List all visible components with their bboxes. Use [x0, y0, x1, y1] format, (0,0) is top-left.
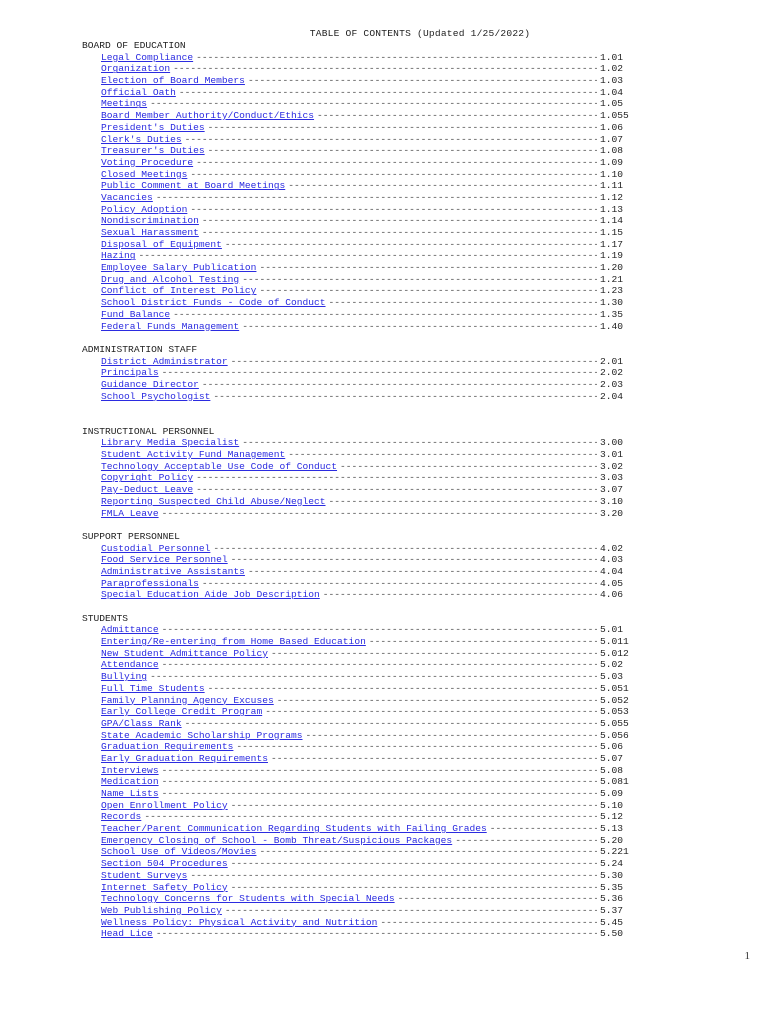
policy-number: 5.052 [600, 694, 629, 706]
policy-number: 1.05 [600, 98, 624, 110]
toc-entry-link[interactable]: Library Media Specialist [101, 437, 240, 449]
dot-leader [329, 496, 597, 508]
toc-entry-link[interactable]: New Student Admittance Policy [101, 647, 268, 659]
toc-entry-link[interactable]: Vacancies [101, 191, 153, 203]
policy-number: 1.07 [600, 133, 624, 145]
toc-entry-link[interactable]: School Psychologist [101, 390, 211, 402]
dot-leader [196, 472, 597, 484]
toc-entry [82, 508, 642, 520]
toc-entry [82, 285, 642, 297]
toc-entry [82, 695, 642, 707]
page-number: 1 [744, 950, 750, 962]
toc-entry [82, 765, 642, 777]
policy-number: 5.50 [600, 928, 624, 940]
policy-number: 1.21 [600, 273, 624, 285]
policy-number: 4.06 [600, 589, 624, 601]
policy-number: 3.01 [600, 449, 624, 461]
toc-entry [82, 250, 642, 262]
dot-leader [231, 800, 597, 812]
toc-entry-link[interactable]: Section 504 Procedures [101, 858, 228, 870]
policy-number: 5.051 [600, 682, 629, 694]
policy-number: 5.08 [600, 764, 624, 776]
policy-number: 5.01 [600, 624, 624, 636]
toc-entry-link[interactable]: Pay-Deduct Leave [101, 484, 194, 496]
toc-entry [82, 554, 642, 566]
dot-leader [144, 811, 597, 823]
dot-leader [156, 192, 597, 204]
toc-entry [82, 893, 642, 905]
policy-number: 1.20 [600, 262, 624, 274]
toc-entry [82, 169, 642, 181]
toc-entry [82, 928, 642, 940]
policy-number: 4.03 [600, 554, 624, 566]
toc-entry-link[interactable]: School District Funds - Code of Conduct [101, 297, 326, 309]
toc-entry [82, 110, 642, 122]
toc-entry-link[interactable]: Special Education Aide Job Description [101, 589, 320, 601]
policy-number: 4.02 [600, 542, 624, 554]
toc-entry-link[interactable]: Early Graduation Requirements [101, 752, 268, 764]
policy-number: 5.36 [600, 893, 624, 905]
dot-leader [329, 297, 597, 309]
policy-number: 5.12 [600, 811, 624, 823]
policy-number: 5.13 [600, 823, 624, 835]
dot-leader [196, 52, 597, 64]
toc-entry-link[interactable]: Teacher/Parent Communication Regarding Students with Failing Grades [101, 823, 487, 835]
toc-entry [82, 52, 642, 64]
toc-entry [82, 706, 642, 718]
toc-entry-link[interactable]: Clerk's Duties [101, 133, 182, 145]
dot-leader [202, 379, 597, 391]
dot-leader [398, 893, 597, 905]
dot-leader [259, 262, 597, 274]
toc-entry-link[interactable]: Head Lice [101, 928, 153, 940]
dot-leader [242, 274, 597, 286]
dot-leader [231, 858, 597, 870]
toc-entry [82, 858, 642, 870]
policy-number: 2.01 [600, 355, 624, 367]
dot-leader [202, 227, 597, 239]
dot-leader [288, 180, 597, 192]
policy-number: 3.02 [600, 460, 624, 472]
policy-number: 1.23 [600, 285, 624, 297]
policy-number: 3.10 [600, 495, 624, 507]
toc-entry-link[interactable]: Public Comment at Board Meetings [101, 180, 286, 192]
policy-number: 1.03 [600, 75, 624, 87]
toc-entry [82, 87, 642, 99]
policy-number: 1.06 [600, 121, 624, 133]
toc-entry-link[interactable]: Official Oath [101, 86, 176, 98]
toc-entry [82, 659, 642, 671]
toc-section [82, 613, 642, 940]
toc-entry [82, 274, 642, 286]
toc-entry-link[interactable]: Emergency Closing of School - Bomb Threat/Suspicious Packages [101, 834, 453, 846]
dot-leader [306, 730, 597, 742]
toc-entry [82, 122, 642, 134]
policy-number: 5.03 [600, 671, 624, 683]
toc-entry-link[interactable]: Custodial Personnel [101, 542, 211, 554]
policy-number: 1.04 [600, 86, 624, 98]
toc-entry-link[interactable]: Family Planning Agency Excuses [101, 694, 274, 706]
dot-leader [173, 309, 597, 321]
policy-number: 5.10 [600, 799, 624, 811]
toc-entry-link[interactable]: Employee Salary Publication [101, 262, 257, 274]
toc-entry-link[interactable]: Technology Concerns for Students with Special Needs [101, 893, 395, 905]
dot-leader [271, 753, 597, 765]
dot-leader [150, 98, 597, 110]
toc-entry [82, 367, 642, 379]
toc-entry [82, 321, 642, 333]
section-heading: SUPPORT PERSONNEL [82, 530, 180, 542]
dot-leader [202, 215, 597, 227]
dot-leader [208, 145, 597, 157]
policy-number: 5.081 [600, 776, 629, 788]
toc-entry [82, 753, 642, 765]
section-heading: BOARD OF EDUCATION [82, 40, 186, 51]
toc-entry [82, 449, 642, 461]
toc-entry [82, 636, 642, 648]
toc-entry-link[interactable]: Legal Compliance [101, 51, 194, 63]
dot-leader [190, 870, 597, 882]
toc-entry-link[interactable]: Medication [101, 776, 159, 788]
section-spacer [82, 601, 642, 613]
toc-entry-link[interactable]: Student Surveys [101, 869, 188, 881]
toc-entry [82, 823, 642, 835]
toc-entry [82, 730, 642, 742]
toc-entry [82, 356, 642, 368]
toc-entry [82, 788, 642, 800]
toc-entry-link[interactable]: District Administrator [101, 355, 228, 367]
toc-entry [82, 846, 642, 858]
dot-leader [248, 566, 597, 578]
toc-entry-link[interactable]: Organization [101, 63, 171, 75]
policy-number: 5.20 [600, 834, 624, 846]
toc-entry [82, 905, 642, 917]
toc-entry [82, 671, 642, 683]
toc-entry-link[interactable]: Interviews [101, 764, 159, 776]
policy-number: 2.03 [600, 378, 624, 390]
policy-number: 1.14 [600, 215, 624, 227]
dot-leader [162, 776, 597, 788]
policy-number: 5.24 [600, 858, 624, 870]
section-heading: ADMINISTRATION STAFF [82, 343, 198, 355]
dot-leader [248, 75, 597, 87]
toc-entry [82, 204, 642, 216]
policy-number: 3.03 [600, 472, 624, 484]
dot-leader [369, 636, 597, 648]
dot-leader [162, 624, 597, 636]
section-spacer [82, 332, 642, 344]
dot-leader [185, 718, 597, 730]
policy-number: 1.17 [600, 238, 624, 250]
toc-entry-link[interactable]: Policy Adoption [101, 203, 188, 215]
dot-leader [340, 461, 597, 473]
toc-entry [82, 589, 642, 601]
policy-number: 1.02 [600, 63, 624, 75]
toc-entry [82, 683, 642, 695]
policy-number: 1.01 [600, 51, 624, 63]
policy-number: 1.11 [600, 180, 624, 192]
toc-section [82, 344, 642, 402]
dot-leader [259, 846, 597, 858]
toc-entry-link[interactable]: Disposal of Equipment [101, 238, 222, 250]
policy-number: 5.35 [600, 881, 624, 893]
dot-leader [213, 543, 597, 555]
policy-number: 5.056 [600, 729, 629, 741]
toc-entry [82, 718, 642, 730]
toc-entry [82, 484, 642, 496]
policy-number: 2.04 [600, 390, 624, 402]
toc-entry-link[interactable]: Early College Credit Program [101, 706, 263, 718]
policy-number: 1.09 [600, 156, 624, 168]
policy-number: 5.09 [600, 788, 624, 800]
toc-entry-link[interactable]: Name Lists [101, 788, 159, 800]
policy-number: 4.04 [600, 565, 624, 577]
toc-entry-link[interactable]: Sexual Harassment [101, 227, 199, 238]
dot-leader [271, 648, 597, 660]
policy-number: 5.07 [600, 752, 624, 764]
dot-leader [208, 683, 597, 695]
dot-leader [190, 204, 597, 216]
dot-leader [380, 917, 597, 929]
policy-number: 5.45 [600, 916, 624, 928]
toc-entry-link[interactable]: Records [101, 811, 142, 823]
dot-leader [173, 63, 597, 75]
policy-number: 1.12 [600, 191, 624, 203]
dot-leader [162, 788, 597, 800]
toc-entry [82, 437, 642, 449]
policy-number: 5.221 [600, 846, 629, 858]
toc-entry [82, 98, 642, 110]
toc-entry [82, 309, 642, 321]
policy-number: 5.055 [600, 717, 629, 729]
policy-number: 1.08 [600, 145, 624, 157]
dot-leader [265, 706, 597, 718]
toc-entry-link[interactable]: Open Enrollment Policy [101, 799, 228, 811]
toc-entry-link[interactable]: Technology Acceptable Use Code of Conduct [101, 460, 338, 472]
toc-entry [82, 145, 642, 157]
dot-leader [225, 905, 597, 917]
policy-number: 1.35 [600, 308, 624, 320]
policy-number: 3.20 [600, 507, 624, 519]
toc-entry-link[interactable]: Wellness Policy: Physical Activity and Nutrition [101, 916, 378, 928]
toc-entry [82, 297, 642, 309]
dot-leader [236, 741, 597, 753]
dot-leader [202, 578, 597, 590]
policy-number: 5.02 [600, 659, 624, 671]
toc-entry-link[interactable]: Administrative Assistants [101, 565, 245, 577]
policy-number: 1.40 [600, 320, 624, 332]
toc-entry [82, 180, 642, 192]
dot-leader [208, 122, 597, 134]
toc-entry [82, 157, 642, 169]
toc-entry-link[interactable]: Reporting Suspected Child Abuse/Neglect [101, 495, 326, 507]
section-heading: STUDENTS [82, 612, 129, 624]
toc-entry [82, 624, 642, 636]
toc-entry-link[interactable]: Meetings [101, 98, 148, 110]
policy-number: 1.15 [600, 227, 624, 238]
toc-entry [82, 800, 642, 812]
toc-entry-link[interactable]: Internet Safety Policy [101, 881, 228, 893]
toc-entry [82, 543, 642, 555]
toc-entry-link[interactable]: Nondiscrimination [101, 215, 199, 227]
section-spacer [82, 519, 642, 531]
dot-leader [317, 110, 597, 122]
toc-entry-link[interactable]: Guidance Director [101, 378, 199, 390]
dot-leader [231, 356, 597, 368]
policy-number: 5.011 [600, 636, 629, 648]
dot-leader [150, 671, 597, 683]
toc-entry-link[interactable]: Student Activity Fund Management [101, 449, 286, 461]
policy-number: 1.30 [600, 297, 624, 309]
toc-entry [82, 741, 642, 753]
toc-entry-link[interactable]: Web Publishing Policy [101, 904, 222, 916]
dot-leader [190, 169, 597, 181]
toc-entry [82, 262, 642, 274]
toc-entry [82, 379, 642, 391]
toc-entry-link[interactable]: Bullying [101, 671, 148, 683]
toc-entry-link[interactable]: Election of Board Members [101, 75, 245, 87]
dot-leader [162, 508, 597, 520]
toc-section [82, 426, 642, 520]
toc-entry-link[interactable]: Hazing [101, 250, 136, 262]
toc-entry-link[interactable]: FMLA Leave [101, 507, 159, 519]
dot-leader [162, 659, 597, 671]
policy-number: 5.30 [600, 869, 624, 881]
policy-number: 5.012 [600, 647, 629, 659]
toc-entry-link[interactable]: Federal Funds Management [101, 320, 240, 332]
toc-entry-link[interactable]: State Academic Scholarship Programs [101, 729, 303, 741]
toc-entry-link[interactable]: Conflict of Interest Policy [101, 285, 257, 297]
toc-entry [82, 917, 642, 929]
dot-leader [179, 87, 597, 99]
policy-number: 5.37 [600, 904, 624, 916]
policy-number: 1.13 [600, 203, 624, 215]
toc-entry [82, 496, 642, 508]
dot-leader [323, 589, 597, 601]
toc-entry-link[interactable]: Treasurer's Duties [101, 145, 205, 157]
toc-entry-link[interactable]: Voting Procedure [101, 156, 194, 168]
toc-entry-link[interactable]: Drug and Alcohol Testing [101, 273, 240, 285]
toc-entry [82, 461, 642, 473]
policy-number: 3.00 [600, 437, 624, 449]
toc-entry-link[interactable]: Attendance [101, 659, 159, 671]
dot-leader [242, 321, 597, 333]
toc-entry [82, 578, 642, 590]
toc-entry [82, 472, 642, 484]
section-heading: INSTRUCTIONAL PERSONNEL [82, 425, 215, 437]
toc-entry-link[interactable]: Principals [101, 367, 159, 379]
dot-leader [277, 695, 597, 707]
toc-entry [82, 134, 642, 146]
toc-entry [82, 75, 642, 87]
policy-number: 5.053 [600, 706, 629, 718]
toc-entry-link[interactable]: Fund Balance [101, 308, 171, 320]
section-spacer [82, 402, 642, 425]
dot-leader [196, 484, 597, 496]
toc-section [82, 531, 642, 601]
policy-number: 5.06 [600, 741, 624, 753]
dot-leader [185, 134, 597, 146]
dot-leader [196, 157, 597, 169]
policy-number: 1.19 [600, 250, 624, 262]
toc-section [82, 40, 642, 332]
dot-leader [259, 285, 597, 297]
dot-leader [162, 765, 597, 777]
toc-entry-link[interactable]: Graduation Requirements [101, 741, 234, 753]
dot-leader [162, 367, 597, 379]
toc-entry [82, 227, 642, 239]
dot-leader [156, 928, 597, 940]
policy-number: 1.10 [600, 168, 624, 180]
toc-entry-link[interactable]: Entering/Re-entering from Home Based Education [101, 636, 366, 648]
dot-leader [231, 882, 597, 894]
policy-number: 4.05 [600, 577, 624, 589]
toc-entry-link[interactable]: Paraprofessionals [101, 577, 199, 589]
toc-entry [82, 63, 642, 75]
toc-entry [82, 192, 642, 204]
dot-leader [213, 391, 597, 403]
dot-leader [231, 554, 597, 566]
dot-leader [288, 449, 597, 461]
dot-leader [490, 823, 597, 835]
toc-entry [82, 811, 642, 823]
toc-entry [82, 776, 642, 788]
toc-entry [82, 648, 642, 660]
dot-leader [242, 437, 597, 449]
dot-leader [455, 835, 597, 847]
toc-entry-link[interactable]: President's Duties [101, 121, 205, 133]
toc-entry [82, 566, 642, 578]
toc-entry-link[interactable]: Closed Meetings [101, 168, 188, 180]
toc-entry [82, 239, 642, 251]
toc-entry-link[interactable]: School Use of Videos/Movies [101, 846, 257, 858]
dot-leader [225, 239, 597, 251]
toc-entry [82, 835, 642, 847]
toc-entry [82, 391, 642, 403]
policy-number: 2.02 [600, 367, 624, 379]
toc-entry [82, 870, 642, 882]
policy-number: 1.055 [600, 110, 629, 122]
toc-entry-link[interactable]: GPA/Class Rank [101, 717, 182, 729]
toc-entry-link[interactable]: Copyright Policy [101, 472, 194, 484]
table-of-contents [82, 40, 642, 940]
toc-entry-link[interactable]: Food Service Personnel [101, 554, 228, 566]
toc-entry-link[interactable]: Board Member Authority/Conduct/Ethics [101, 110, 315, 122]
dot-leader [139, 250, 597, 262]
toc-entry [82, 882, 642, 894]
policy-number: 3.07 [600, 484, 624, 496]
toc-entry [82, 215, 642, 227]
page-title: TABLE OF CONTENTS (Updated 1/25/2022) [309, 28, 531, 39]
toc-entry-link[interactable]: Admittance [101, 624, 159, 636]
toc-entry-link[interactable]: Full Time Students [101, 682, 205, 694]
